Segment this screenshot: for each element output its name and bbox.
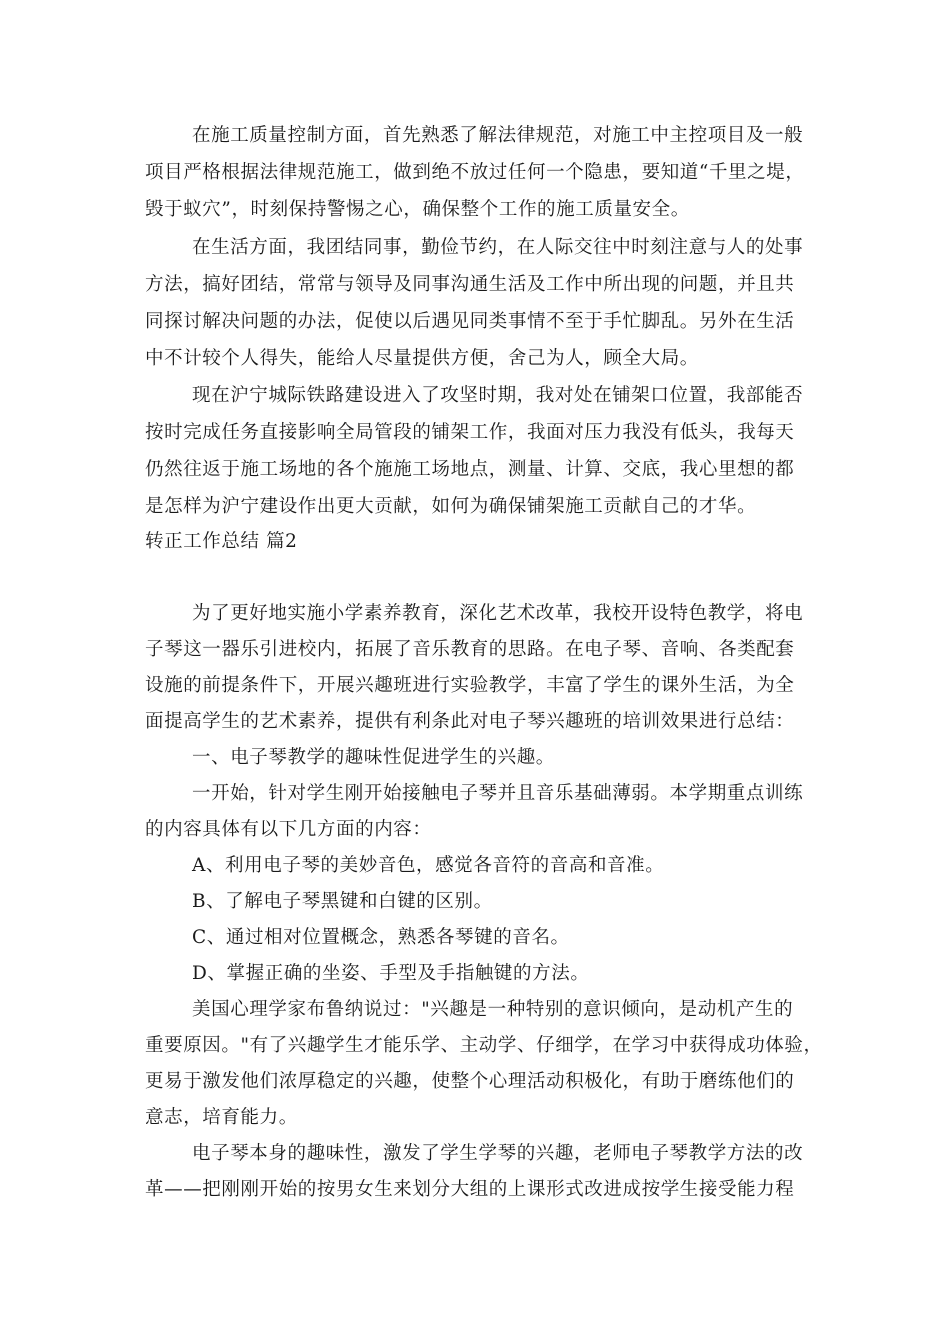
paragraph-line: 设施的前提条件下，开展兴趣班进行实验教学，丰富了学生的课外生活，为全: [145, 675, 795, 696]
paragraph-line: 革——把刚刚开始的按男女生来划分大组的上课形式改进成按学生接受能力程: [145, 1179, 795, 1200]
section-heading: 转正工作总结 篇2: [145, 531, 298, 552]
paragraph-line: 在生活方面，我团结同事，勤俭节约，在人际交往中时刻注意与人的处事: [192, 237, 804, 258]
paragraph-line: 仍然往返于施工场地的各个施施工场地点，测量、计算、交底，我心里想的都: [145, 459, 795, 480]
list-item: C、通过相对位置概念，熟悉各琴键的音名。: [192, 927, 570, 948]
list-item: B、了解电子琴黑键和白键的区别。: [192, 891, 493, 912]
paragraph-line: 更易于激发他们浓厚稳定的兴趣，使整个心理活动积极化，有助于磨练他们的: [145, 1071, 795, 1092]
paragraph-line: 面提高学生的艺术素养，提供有利条此对电子琴兴趣班的培训效果进行总结：: [145, 711, 795, 732]
list-item: D、掌握正确的坐姿、手型及手指触键的方法。: [192, 963, 590, 984]
paragraph-line: 子琴这一器乐引进校内，拓展了音乐教育的思路。在电子琴、音响、各类配套: [145, 639, 795, 660]
paragraph-line: 在施工质量控制方面，首先熟悉了解法律规范，对施工中主控项目及一般: [192, 125, 804, 146]
paragraph-line: 中不计较个人得失，能给人尽量提供方便，舍己为人，顾全大局。: [145, 348, 699, 369]
paragraph-line: 的内容具体有以下几方面的内容：: [145, 819, 432, 840]
paragraph-line: 毁于蚁穴”，时刻保持警惕之心，确保整个工作的施工质量安全。: [145, 199, 690, 220]
paragraph-line: 项目严格根据法律规范施工，做到绝不放过任何一个隐患，要知道“千里之堤，: [145, 162, 805, 183]
paragraph-line: 重要原因。"有了兴趣学生才能乐学、主动学、仔细学，在学习中获得成功体验，: [145, 1035, 823, 1056]
paragraph-line: 美国心理学家布鲁纳说过："兴趣是一种特别的意识倾向，是动机产生的: [192, 999, 794, 1020]
paragraph-line: 现在沪宁城际铁路建设进入了攻坚时期，我对处在铺架口位置，我部能否: [192, 385, 804, 406]
paragraph-line: 一开始，针对学生刚开始接触电子琴并且音乐基础薄弱。本学期重点训练: [192, 783, 804, 804]
paragraph-line: 是怎样为沪宁建设作出更大贡献，如何为确保铺架施工贡献自己的才华。: [145, 496, 757, 517]
list-item: A、利用电子琴的美妙音色，感觉各音符的音高和音准。: [192, 855, 665, 876]
paragraph-line: 意志，培育能力。: [145, 1107, 298, 1128]
paragraph-line: 方法，搞好团结，常常与领导及同事沟通生活及工作中所出现的问题，并且共: [145, 274, 795, 295]
paragraph-line: 同探讨解决问题的办法，促使以后遇见同类事情不至于手忙脚乱。另外在生活: [145, 311, 795, 332]
paragraph-line: 为了更好地实施小学素养教育，深化艺术改革，我校开设特色教学，将电: [192, 603, 804, 624]
paragraph-line: 电子琴本身的趣味性，激发了学生学琴的兴趣，老师电子琴教学方法的改: [192, 1143, 804, 1164]
paragraph-line: 一、电子琴教学的趣味性促进学生的兴趣。: [192, 747, 555, 768]
paragraph-line: 按时完成任务直接影响全局管段的铺架工作，我面对压力我没有低头，我每天: [145, 422, 795, 443]
